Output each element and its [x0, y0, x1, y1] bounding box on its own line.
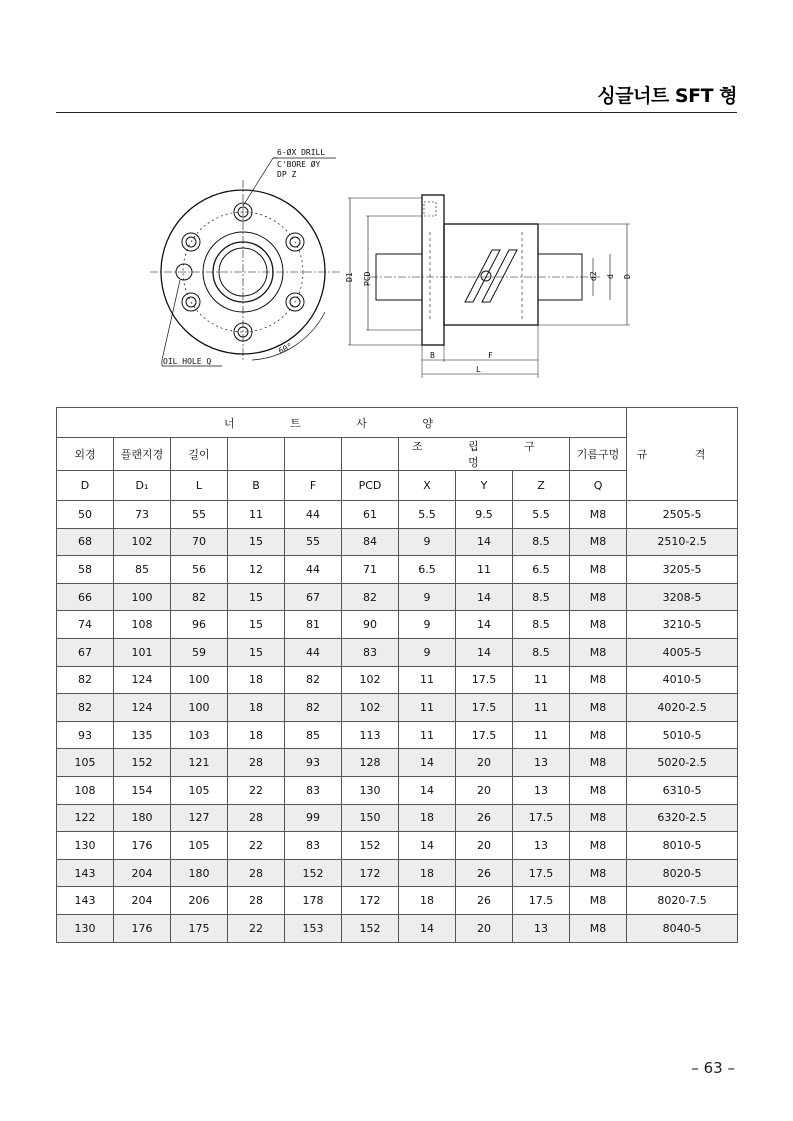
- table-cell: 152: [342, 832, 399, 860]
- table-row: [57, 501, 738, 529]
- table-cell: 124: [114, 694, 171, 722]
- table-cell: 55: [285, 528, 342, 556]
- header-outer-dia: 외경: [57, 438, 114, 471]
- table-cell: 82: [57, 694, 114, 722]
- table-cell: 180: [114, 804, 171, 832]
- table-row: [57, 666, 738, 694]
- table-cell: 67: [57, 638, 114, 666]
- sym-d: D: [57, 471, 114, 501]
- table-cell: 135: [114, 721, 171, 749]
- table-cell: 8.5: [513, 583, 570, 611]
- table-cell: 3205-5: [627, 556, 738, 584]
- table-cell: 130: [57, 832, 114, 860]
- table-row: [57, 804, 738, 832]
- table-cell: M8: [570, 638, 627, 666]
- table-cell: M8: [570, 914, 627, 942]
- table-cell: 108: [114, 611, 171, 639]
- header-assembly-hole: 조 립 구 멍: [399, 438, 570, 471]
- table-cell: 14: [399, 776, 456, 804]
- table-cell: 18: [399, 859, 456, 887]
- table-row: [57, 859, 738, 887]
- table-cell: 74: [57, 611, 114, 639]
- sym-z: Z: [513, 471, 570, 501]
- table-cell: 99: [285, 804, 342, 832]
- table-cell: 20: [456, 914, 513, 942]
- table-cell: 175: [171, 914, 228, 942]
- table-cell: 44: [285, 638, 342, 666]
- table-cell: 17.5: [456, 666, 513, 694]
- table-cell: M8: [570, 583, 627, 611]
- table-cell: 3210-5: [627, 611, 738, 639]
- table-cell: 2510-2.5: [627, 528, 738, 556]
- table-cell: 59: [171, 638, 228, 666]
- table-cell: 82: [57, 666, 114, 694]
- sym-f: F: [285, 471, 342, 501]
- table-cell: 20: [456, 832, 513, 860]
- dim-d-large-label: D: [623, 274, 632, 279]
- table-cell: 152: [342, 914, 399, 942]
- table-cell: 172: [342, 859, 399, 887]
- table-cell: 67: [285, 583, 342, 611]
- table-cell: M8: [570, 666, 627, 694]
- table-cell: 18: [228, 694, 285, 722]
- table-cell: 82: [285, 666, 342, 694]
- table-cell: M8: [570, 804, 627, 832]
- table-cell: 11: [228, 501, 285, 529]
- table-cell: M8: [570, 859, 627, 887]
- table-cell: 14: [456, 611, 513, 639]
- table-cell: M8: [570, 721, 627, 749]
- angle-label: 60°: [277, 341, 294, 356]
- header-blank-b: [228, 438, 285, 471]
- table-cell: 20: [456, 776, 513, 804]
- table-cell: 3208-5: [627, 583, 738, 611]
- table-cell: 101: [114, 638, 171, 666]
- table-cell: 11: [399, 721, 456, 749]
- table-cell: 73: [114, 501, 171, 529]
- table-cell: 26: [456, 804, 513, 832]
- table-cell: 14: [456, 528, 513, 556]
- sym-b: B: [228, 471, 285, 501]
- table-cell: 124: [114, 666, 171, 694]
- table-cell: 15: [228, 583, 285, 611]
- table-cell: 22: [228, 776, 285, 804]
- table-cell: 121: [171, 749, 228, 777]
- table-cell: 8020-5: [627, 859, 738, 887]
- table-cell: 8040-5: [627, 914, 738, 942]
- table-cell: 6.5: [399, 556, 456, 584]
- table-cell: 204: [114, 859, 171, 887]
- header-nut-spec: 너 트 사 양: [57, 408, 627, 438]
- table-cell: 5020-2.5: [627, 749, 738, 777]
- table-cell: 17.5: [456, 721, 513, 749]
- table-row: [57, 694, 738, 722]
- table-cell: 9.5: [456, 501, 513, 529]
- table-cell: 17.5: [456, 694, 513, 722]
- table-cell: 85: [285, 721, 342, 749]
- table-cell: 5.5: [399, 501, 456, 529]
- table-cell: 105: [57, 749, 114, 777]
- table-cell: 8.5: [513, 638, 570, 666]
- title-underline: [56, 112, 737, 113]
- table-cell: 5.5: [513, 501, 570, 529]
- table-cell: 66: [57, 583, 114, 611]
- table-cell: 44: [285, 556, 342, 584]
- table-row: [57, 721, 738, 749]
- table-cell: 113: [342, 721, 399, 749]
- table-cell: 85: [114, 556, 171, 584]
- table-cell: 15: [228, 638, 285, 666]
- table-cell: 61: [342, 501, 399, 529]
- sym-pcd: PCD: [342, 471, 399, 501]
- table-cell: 180: [171, 859, 228, 887]
- table-cell: 81: [285, 611, 342, 639]
- table-cell: 128: [342, 749, 399, 777]
- table-cell: 4020-2.5: [627, 694, 738, 722]
- table-cell: M8: [570, 776, 627, 804]
- table-cell: 13: [513, 776, 570, 804]
- header-length: 길이: [171, 438, 228, 471]
- table-cell: 176: [114, 914, 171, 942]
- table-cell: 11: [513, 694, 570, 722]
- table-cell: 152: [114, 749, 171, 777]
- dim-b-label: B: [430, 351, 435, 360]
- table-cell: 102: [342, 666, 399, 694]
- table-cell: 127: [171, 804, 228, 832]
- table-cell: 17.5: [513, 887, 570, 915]
- table-cell: 105: [171, 776, 228, 804]
- table-cell: 11: [399, 666, 456, 694]
- mounting-hole-ul: [182, 233, 200, 251]
- table-cell: 17.5: [513, 859, 570, 887]
- dim-f-label: F: [488, 351, 493, 360]
- table-cell: 96: [171, 611, 228, 639]
- dim-d1-label: D1: [345, 272, 354, 282]
- dim-l-label: L: [476, 365, 481, 374]
- mounting-hole-ur: [286, 233, 304, 251]
- side-flange: [422, 195, 444, 345]
- table-cell: 13: [513, 914, 570, 942]
- table-cell: 17.5: [513, 804, 570, 832]
- table-cell: M8: [570, 749, 627, 777]
- table-cell: 82: [285, 694, 342, 722]
- table-row: [57, 528, 738, 556]
- header-spec: 규 격: [627, 408, 738, 501]
- sym-d1: D₁: [114, 471, 171, 501]
- table-cell: 8.5: [513, 528, 570, 556]
- table-cell: 100: [114, 583, 171, 611]
- table-cell: 9: [399, 638, 456, 666]
- table-cell: 18: [399, 887, 456, 915]
- callout-cbore: C'BORE ØY: [277, 160, 321, 169]
- page-number: – 63 –: [691, 1059, 735, 1077]
- table-cell: M8: [570, 556, 627, 584]
- header-oil-hole: 기름구멍: [570, 438, 627, 471]
- nut-spec-table: [56, 407, 738, 943]
- callout-depth: DP Z: [277, 170, 297, 179]
- table-cell: 9: [399, 583, 456, 611]
- oil-hole-label: OIL HOLE Q: [163, 357, 212, 366]
- table-cell: 172: [342, 887, 399, 915]
- table-cell: 206: [171, 887, 228, 915]
- table-cell: 6320-2.5: [627, 804, 738, 832]
- table-row: [57, 749, 738, 777]
- table-cell: 82: [171, 583, 228, 611]
- table-cell: M8: [570, 887, 627, 915]
- table-cell: 2505-5: [627, 501, 738, 529]
- page-title: 싱글너트 SFT 형: [597, 85, 737, 107]
- table-row: [57, 638, 738, 666]
- table-cell: 22: [228, 832, 285, 860]
- table-cell: 84: [342, 528, 399, 556]
- table-cell: 11: [399, 694, 456, 722]
- table-cell: 13: [513, 832, 570, 860]
- table-cell: 204: [114, 887, 171, 915]
- table-cell: 50: [57, 501, 114, 529]
- table-cell: 6.5: [513, 556, 570, 584]
- table-cell: 71: [342, 556, 399, 584]
- header-flange-dia: 플랜지경: [114, 438, 171, 471]
- sym-y: Y: [456, 471, 513, 501]
- table-cell: 28: [228, 859, 285, 887]
- table-cell: 83: [342, 638, 399, 666]
- header-blank-pcd: [342, 438, 399, 471]
- table-cell: 44: [285, 501, 342, 529]
- table-row: [57, 611, 738, 639]
- table-cell: 93: [285, 749, 342, 777]
- table-cell: 143: [57, 859, 114, 887]
- table-cell: M8: [570, 528, 627, 556]
- table-cell: 6310-5: [627, 776, 738, 804]
- table-cell: 70: [171, 528, 228, 556]
- table-cell: 18: [399, 804, 456, 832]
- table-cell: 14: [399, 914, 456, 942]
- table-cell: 8.5: [513, 611, 570, 639]
- table-cell: M8: [570, 611, 627, 639]
- table-cell: 154: [114, 776, 171, 804]
- table-cell: 58: [57, 556, 114, 584]
- dim-d2-label: d2: [589, 271, 598, 281]
- table-cell: 15: [228, 528, 285, 556]
- sym-l: L: [171, 471, 228, 501]
- table-cell: 176: [114, 832, 171, 860]
- table-cell: 14: [456, 638, 513, 666]
- table-row: [57, 556, 738, 584]
- table-cell: 28: [228, 887, 285, 915]
- table-row: [57, 887, 738, 915]
- table-cell: 4005-5: [627, 638, 738, 666]
- table-cell: 4010-5: [627, 666, 738, 694]
- table-cell: 103: [171, 721, 228, 749]
- table-cell: 100: [171, 666, 228, 694]
- table-cell: 90: [342, 611, 399, 639]
- table-cell: 68: [57, 528, 114, 556]
- callout-drill: 6-ØX DRILL: [277, 148, 326, 157]
- table-cell: 18: [228, 666, 285, 694]
- table-cell: 20: [456, 749, 513, 777]
- table-cell: 143: [57, 887, 114, 915]
- table-cell: 5010-5: [627, 721, 738, 749]
- dim-pcd-label: PCD: [363, 271, 372, 286]
- table-cell: 122: [57, 804, 114, 832]
- table-cell: 83: [285, 776, 342, 804]
- table-cell: 28: [228, 804, 285, 832]
- table-cell: 14: [399, 832, 456, 860]
- table-cell: 11: [456, 556, 513, 584]
- table-cell: 13: [513, 749, 570, 777]
- table-cell: 178: [285, 887, 342, 915]
- header-blank-f: [285, 438, 342, 471]
- table-cell: 14: [456, 583, 513, 611]
- nut-technical-drawing: [130, 140, 650, 385]
- dim-d-small-label: d: [606, 274, 615, 279]
- table-cell: 105: [171, 832, 228, 860]
- table-cell: M8: [570, 501, 627, 529]
- table-cell: 22: [228, 914, 285, 942]
- table-row: [57, 914, 738, 942]
- table-cell: 150: [342, 804, 399, 832]
- table-cell: 12: [228, 556, 285, 584]
- table-cell: 93: [57, 721, 114, 749]
- table-row: [57, 832, 738, 860]
- table-cell: 28: [228, 749, 285, 777]
- table-cell: 9: [399, 611, 456, 639]
- table-cell: 56: [171, 556, 228, 584]
- table-cell: 9: [399, 528, 456, 556]
- table-row: [57, 583, 738, 611]
- table-cell: 14: [399, 749, 456, 777]
- table-cell: 108: [57, 776, 114, 804]
- table-cell: 100: [171, 694, 228, 722]
- table-cell: 55: [171, 501, 228, 529]
- table-row: [57, 776, 738, 804]
- table-cell: 26: [456, 887, 513, 915]
- table-cell: 102: [114, 528, 171, 556]
- sym-x: X: [399, 471, 456, 501]
- table-cell: 8020-7.5: [627, 887, 738, 915]
- table-cell: 82: [342, 583, 399, 611]
- table-cell: 11: [513, 666, 570, 694]
- table-cell: 83: [285, 832, 342, 860]
- table-cell: 15: [228, 611, 285, 639]
- table-cell: M8: [570, 694, 627, 722]
- table-cell: 152: [285, 859, 342, 887]
- sym-q: Q: [570, 471, 627, 501]
- table-cell: 18: [228, 721, 285, 749]
- table-cell: 153: [285, 914, 342, 942]
- table-cell: 11: [513, 721, 570, 749]
- table-cell: 8010-5: [627, 832, 738, 860]
- table-cell: 130: [57, 914, 114, 942]
- table-cell: 102: [342, 694, 399, 722]
- table-cell: M8: [570, 832, 627, 860]
- table-cell: 130: [342, 776, 399, 804]
- table-cell: 26: [456, 859, 513, 887]
